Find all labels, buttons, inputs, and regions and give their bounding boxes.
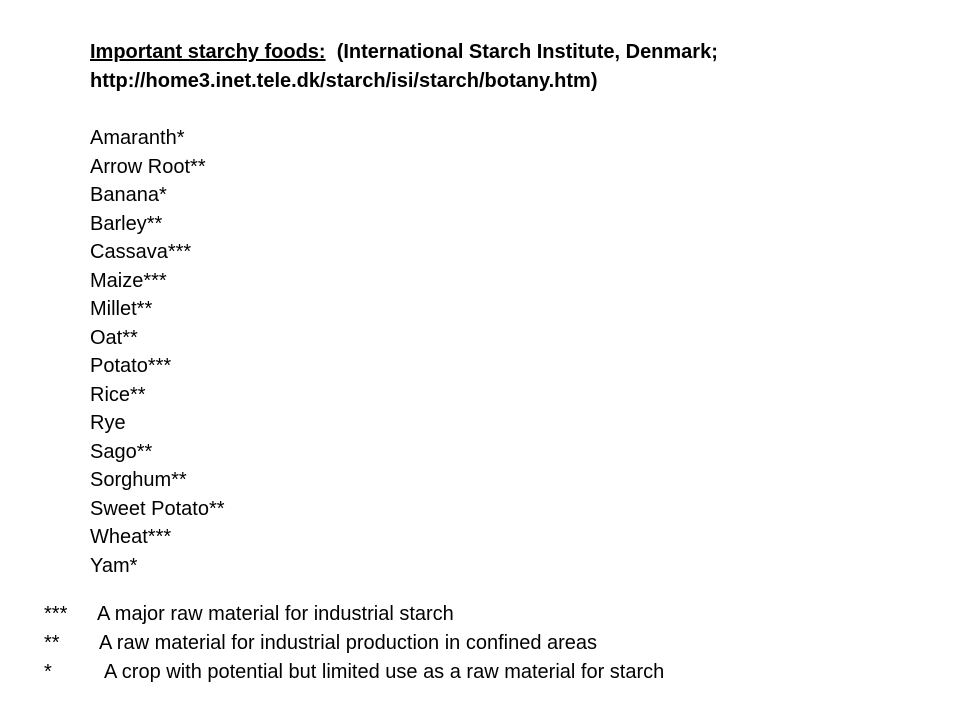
list-item: Cassava*** xyxy=(90,241,192,263)
list-item: Wheat*** xyxy=(90,526,172,548)
list-item: Rice** xyxy=(90,383,146,406)
list-item: Millet** xyxy=(90,298,153,320)
list-item: Oat** xyxy=(90,326,138,349)
list-item: Sweet Potato** xyxy=(90,497,225,520)
legend-mark: *** xyxy=(44,603,68,625)
list-item: Banana* xyxy=(90,184,167,206)
list-item: Rye xyxy=(90,412,126,434)
list-item: Sago** xyxy=(90,440,153,463)
legend-text: A crop with potential but limited use as a raw material for starch xyxy=(104,661,665,683)
list-item: Amaranth* xyxy=(90,127,185,149)
source-institute: (International Starch Institute, Denmark; xyxy=(336,41,718,63)
starchy-foods-list xyxy=(90,124,225,580)
list-item: Yam* xyxy=(90,554,138,577)
source-url: http://home3.inet.tele.dk/starch/isi/starch/botany.htm) xyxy=(90,70,598,92)
legend-text: A raw material for industrial production in confined areas xyxy=(99,632,598,654)
slide-title: Important starchy foods: xyxy=(90,41,326,63)
legend-row-major xyxy=(44,600,664,629)
legend-row-potential xyxy=(44,658,664,687)
list-item: Maize*** xyxy=(90,269,167,292)
list-item: Potato*** xyxy=(90,355,172,377)
list-item: Barley** xyxy=(90,212,163,235)
slide-header xyxy=(90,38,718,96)
legend-text: A major raw material for industrial starch xyxy=(97,603,454,625)
legend xyxy=(44,600,664,687)
legend-mark: * xyxy=(44,661,52,683)
legend-row-confined xyxy=(44,629,664,658)
list-item: Arrow Root** xyxy=(90,155,206,178)
legend-mark: ** xyxy=(44,632,60,654)
list-item: Sorghum** xyxy=(90,469,187,491)
header-line-1 xyxy=(90,38,718,67)
